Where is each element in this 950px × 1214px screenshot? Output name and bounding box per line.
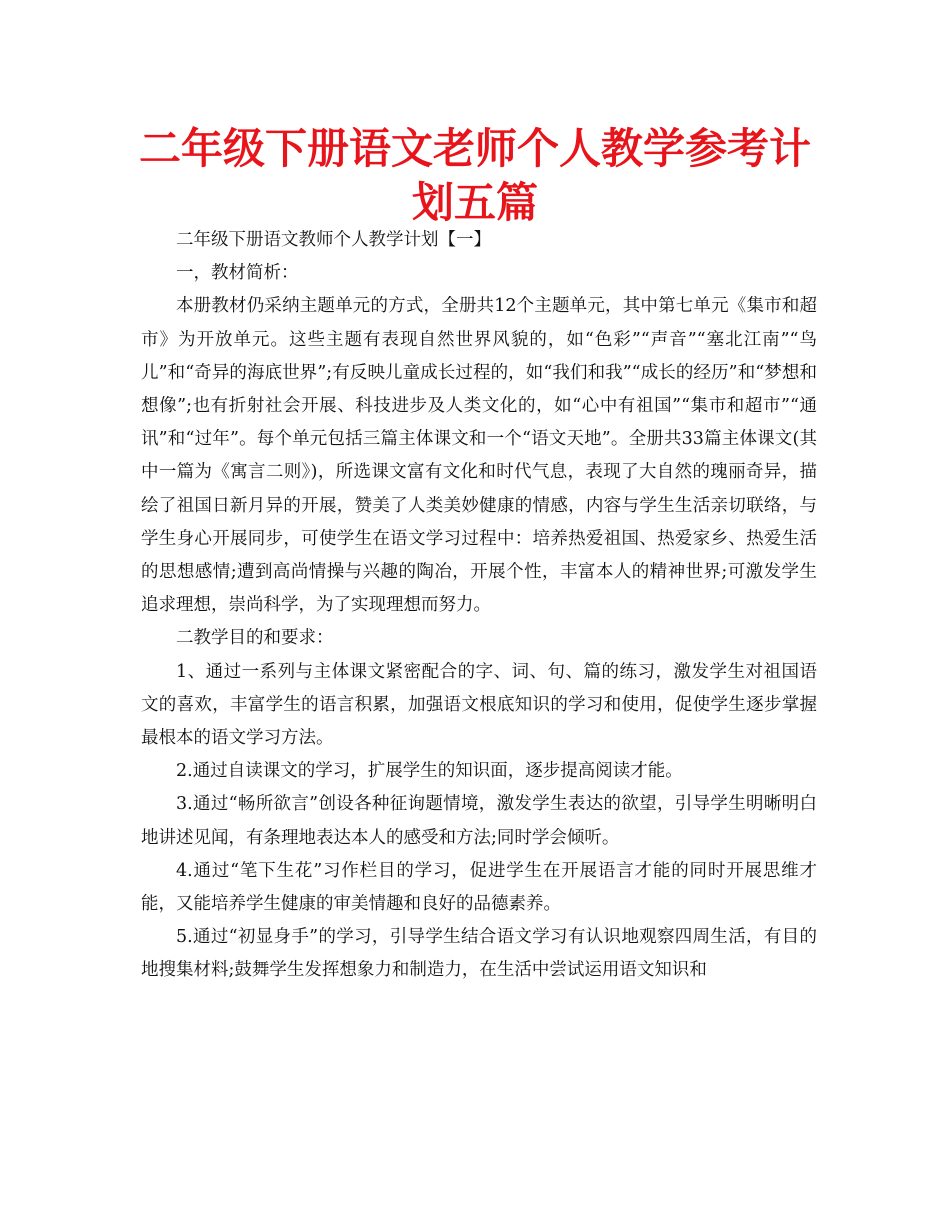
paragraph: 本册教材仍采纳主题单元的方式，全册共12个主题单元，其中第七单元《集市和超市》为开放单元。这些主题有表现自然世界风貌的，如“色彩”“声音”“塞北江南”“鸟儿”和“奇异的海底世界”;有反映儿童成长过程的，如“我们和我”“成长的经历”和“梦想和想像”;也有折射社会开展、科技进步及人类文化的，如“心中有祖国”“集市和超市”“通讯”和“过年”。每个单元包括三篇主体课文和一个“语文天地”。全册共33篇主体课文(其中一篇为《寓言二则》)，所选课文富有文化和时代气息，表现了大自然的瑰丽奇异，描绘了祖国日新月异的开展，赞美了人类美妙健康的情感，内容与学生生活亲切联络，与学生身心开展同步，可使学生在语文学习过程中：培养热爱祖国、热爱家乡、热爱生活的思想感情;遭到高尚情操与兴趣的陶冶，开展个性，丰富本人的精神世界;可激发学生追求理想，崇尚科学，为了实现理想而努力。 (141, 296, 817, 616)
subheading: 一，教材简析： (176, 263, 299, 284)
list-item: 4.通过“笔下生花”习作栏目的学习，促进学生在开展语言才能的同时开展思维才能，又能培养学生健康的审美情趣和良好的品德素养。 (141, 860, 817, 915)
document-body (141, 224, 817, 988)
section-heading: 二年级下册语文教师个人教学计划【一】 (176, 230, 491, 250)
list-item: 3.通过“畅所欲言”创设各种征询题情境，激发学生表达的欲望，引导学生明晰明白地讲述见闻，有条理地表达本人的感受和方法;同时学会倾听。 (141, 794, 817, 848)
list-item: 1、通过一系列与主体课文紧密配合的字、词、句、篇的练习，激发学生对祖国语文的喜欢，丰富学生的语言积累，加强语文根底知识的学习和使用，促使学生逐步掌握最根本的语文学习方法。 (141, 661, 817, 749)
subheading: 二教学目的和要求： (176, 628, 334, 649)
list-item: 5.通过“初显身手”的学习，引导学生结合语文学习有认识地观察四周生活，有目的地搜集材料;鼓舞学生发挥想象力和制造力，在生活中尝试运用语文知识和 (141, 927, 817, 981)
list-item: 2.通过自读课文的学习，扩展学生的知识面，逐步提高阅读才能。 (176, 761, 683, 782)
document-title: 二年级下册语文老师个人教学参考计划五篇 (138, 124, 811, 227)
